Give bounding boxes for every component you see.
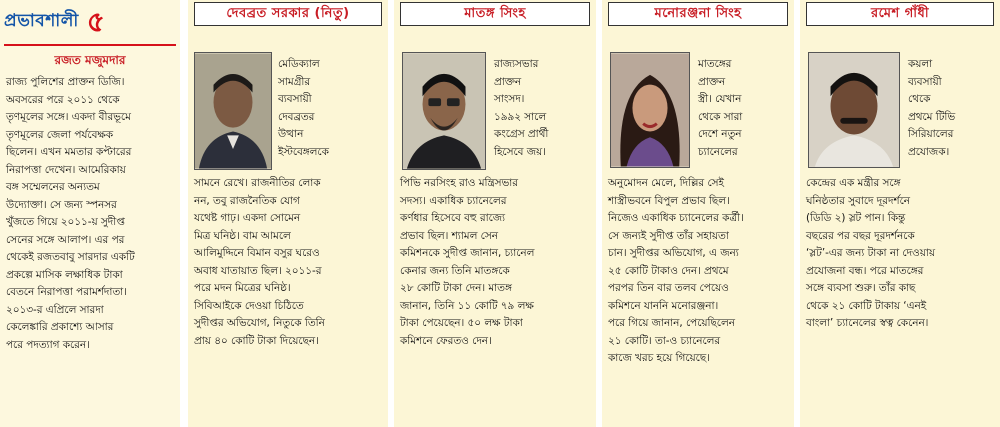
text-line: সুদীপ্তর অভিযোগ, নিতুকে তিনি xyxy=(194,317,325,329)
text-line: বাংলা’ চ্যানেলের স্বত্ব কেনেন। xyxy=(806,317,929,329)
text-line: প্রাক্তন xyxy=(698,75,726,88)
text-line: সদস্য। একাধিক চ্যানেলের xyxy=(400,194,507,207)
text-line: কমিশনে যাননি মনোরঞ্জনা। xyxy=(608,299,719,312)
text-line: রাজ্যসভার xyxy=(494,58,539,70)
text-line: আলিমুদ্দিনে বিমান বসুর ঘরেও xyxy=(194,247,320,259)
text-line: শাস্ত্রীভবনে বিপুল প্রভাব ছিল। xyxy=(608,194,730,207)
side-text-ramesh xyxy=(908,56,955,161)
text-line: প্রাক্তন xyxy=(494,75,522,88)
text-line: কাজে খরচ হয়ে গিয়েছে। xyxy=(608,352,710,364)
column-matanga xyxy=(394,0,596,427)
text-line: মেডিক্যাল xyxy=(278,58,320,70)
person-name-manoranjana: মনোরঞ্জনা সিংহ xyxy=(654,5,742,21)
text-line: সঙ্গে ব্যবসা শুরু। তাঁর কাছ xyxy=(806,282,916,294)
text-line: অবাধ যাতায়াত ছিল। ২০১১-র xyxy=(194,264,322,277)
feature-brand xyxy=(4,2,176,42)
portrait-debabrata xyxy=(194,52,272,170)
portrait-manoranjana-image xyxy=(611,53,689,167)
text-line: কংগ্রেস প্রার্থী xyxy=(494,128,549,140)
text-line: ২৮ কোটি টাকা দেন। মাতঙ্গ xyxy=(400,282,512,294)
text-line: থেকে ২১ কোটি টাকায় ‘এনই xyxy=(806,299,927,312)
text-line: প্রভাব ছিল। শ্যামল সেন xyxy=(400,229,498,242)
text-line: দেবব্রতর xyxy=(278,110,315,123)
text-line: দেশে নতুন xyxy=(698,128,742,140)
text-line: কমিশনে ফেরতও দেন। xyxy=(400,334,492,347)
text-line: ব্যবসায়ী xyxy=(908,75,942,88)
text-line: বঙ্গ সম্মেলনের অন্যতম xyxy=(6,181,100,193)
body-text-ramesh xyxy=(806,175,935,333)
text-line: কয়লা xyxy=(908,58,933,70)
person-name-rajat: রজত মজুমদার xyxy=(54,53,126,67)
text-line: পরে গিয়ে জানান, পেয়েছিলেন xyxy=(608,317,735,329)
text-line: তৃণমূলের জেলা পর্যবেক্ষক xyxy=(6,128,114,141)
text-line: সামগ্রীর xyxy=(278,75,311,88)
text-line: বেতনে নিরাপত্তা পরামর্শদাতা। xyxy=(6,286,127,298)
name-bar xyxy=(806,2,994,26)
text-line: যথেষ্ট গাঢ়। একদা সোমেন xyxy=(194,212,301,224)
title-underline xyxy=(4,44,176,46)
text-line: নিরাপত্তা দেখেন। আমেরিকায় xyxy=(6,163,126,176)
side-text-debabrata xyxy=(278,56,329,161)
text-line: প্রযোজক। xyxy=(908,145,950,158)
person-name-debabrata: দেবব্রত সরকার (নিতু) xyxy=(226,5,350,21)
text-line: চান। সুদীপ্তর অভিযোগ, এ জন্য xyxy=(608,247,739,259)
text-line: বছরের পর বছর দূরদর্শনকে xyxy=(806,229,915,242)
name-bar xyxy=(608,2,788,26)
text-line: ২১ কোটি। তা-ও চ্যানেলের xyxy=(608,334,721,347)
portrait-ramesh xyxy=(808,52,900,168)
column-manoranjana xyxy=(602,0,794,427)
text-line: থেকে xyxy=(908,93,931,105)
text-line: পিভি নরসিংহ রাও মন্ত্রিসভার xyxy=(400,177,519,189)
text-line: কেন্দ্রের এক মন্ত্রীর সঙ্গে xyxy=(806,177,901,189)
text-line: কেলেঙ্কারি প্রকাশ্যে আসার xyxy=(6,321,114,333)
feature-number: ৫ xyxy=(86,5,105,38)
text-line: কেনার জন্য তিনি মাতঙ্গকে xyxy=(400,264,510,277)
text-line: ২৫ কোটি টাকাও দেন। প্রথমে xyxy=(608,264,729,277)
text-line: হিসেবে জয়। xyxy=(494,145,546,158)
person-name-matanga: মাতঙ্গ সিংহ xyxy=(464,5,526,21)
portrait-matanga xyxy=(402,52,486,170)
text-line: প্রযোজনা বন্ধ। পরে মাতঙ্গের xyxy=(806,264,924,277)
text-line: উদ্যোক্তা। সে জন্য স্পনসর xyxy=(6,198,117,211)
text-line: ২০১৩-র এপ্রিলে সারদা xyxy=(6,303,104,316)
text-line: পরে মদন মিত্রের ঘনিষ্ঠ। xyxy=(194,282,291,294)
text-line: ঘনিষ্ঠতার সুবাদে দূরদর্শনে xyxy=(806,194,910,207)
text-line: (ডিডি ২) স্লট পান। কিন্তু xyxy=(806,212,906,224)
portrait-manoranjana xyxy=(610,52,690,168)
text-line: মিত্র ঘনিষ্ঠ। বাম আমলে xyxy=(194,229,291,242)
person-name-ramesh: রমেশ গাঁধী xyxy=(870,5,930,21)
text-line: ছিলেন। এখন মমতার কপ্টারের xyxy=(6,146,132,158)
text-line: সেনের সঙ্গে আলাপ। এর পর xyxy=(6,233,125,246)
text-line: স্ত্রী। যেখান xyxy=(698,93,742,105)
portrait-matanga-image xyxy=(403,53,485,169)
name-bar xyxy=(400,2,590,26)
text-line: থেকেই রজতবাবু সারদার একটি xyxy=(6,251,135,263)
text-line: খুঁজতে গিয়ে ২০১১-য় সুদীপ্ত xyxy=(6,216,125,228)
text-line: টাকা পেয়েছেন। ৫০ লক্ষ টাকা xyxy=(400,317,523,329)
text-line: নন, তবু রাজনৈতিক যোগ xyxy=(194,194,300,207)
body-text-debabrata xyxy=(194,175,325,350)
text-line: উত্থান xyxy=(278,128,304,140)
text-line: নিজেও একাধিক চ্যানেলের কর্ত্রী। xyxy=(608,212,744,224)
portrait-debabrata-image xyxy=(195,53,271,169)
feature-title: প্রভাবশালী xyxy=(4,11,79,31)
text-line: প্রথমে টিভি xyxy=(908,110,956,123)
body-text-rajat xyxy=(6,74,135,354)
text-line: তৃণমূলের সঙ্গে। একদা বীরভূমে xyxy=(6,111,131,123)
text-line: সিবিআইকে দেওয়া চিঠিতে xyxy=(194,299,304,312)
text-line: সাংসদ। xyxy=(494,93,525,105)
text-line: ব্যবসায়ী xyxy=(278,93,312,105)
text-line: প্রকল্পে মাসিক লক্ষাধিক টাকা xyxy=(6,268,123,281)
body-text-matanga xyxy=(400,175,534,350)
text-line: চ্যানেলের xyxy=(698,145,738,158)
text-line: অনুমোদন মেলে, দিল্লির সেই xyxy=(608,177,724,189)
text-line: কর্ণধার হিসেবে বহু রাজ্যে xyxy=(400,212,506,224)
text-line: ‘স্লট’-এর জন্য টাকা না দেওয়ায় xyxy=(806,247,935,259)
text-line: সিরিয়ালের xyxy=(908,128,954,140)
text-line: রাজ্য পুলিশের প্রাক্তন ডিজি। xyxy=(6,76,125,88)
text-line: সে জন্যই সুদীপ্ত তাঁর সহায়তা xyxy=(608,229,729,242)
text-line: পরে পদত্যাগ করেন। xyxy=(6,338,90,351)
text-line: পরপর তিন বার তলব পেয়েও xyxy=(608,282,729,294)
portrait-ramesh-image xyxy=(809,53,899,167)
text-line: অবসরের পরে ২০১১ থেকে xyxy=(6,93,120,106)
text-line: প্রায় ৪০ কোটি টাকা দিয়েছেন। xyxy=(194,334,319,347)
side-text-manoranjana xyxy=(698,56,742,161)
text-line: ইস্টবেঙ্গলকে xyxy=(278,145,329,158)
column-debabrata xyxy=(188,0,388,427)
text-line: জানান, তিনি ১১ কোটি ৭৯ লক্ষ xyxy=(400,299,534,312)
name-bar xyxy=(194,2,382,26)
text-line: কমিশনকে সুদীপ্ত জানান, চ্যানেল xyxy=(400,247,535,259)
text-line: ১৯৯২ সালে xyxy=(494,110,547,123)
side-text-matanga xyxy=(494,56,548,161)
text-line: থেকে সারা xyxy=(698,110,743,123)
text-line: মাতঙ্গের xyxy=(698,58,732,70)
column-ramesh xyxy=(800,0,1000,427)
text-line: সামনে রেখে। রাজনীতির লোক xyxy=(194,177,321,189)
body-text-manoranjana xyxy=(608,175,744,368)
column-rajat xyxy=(0,0,180,427)
